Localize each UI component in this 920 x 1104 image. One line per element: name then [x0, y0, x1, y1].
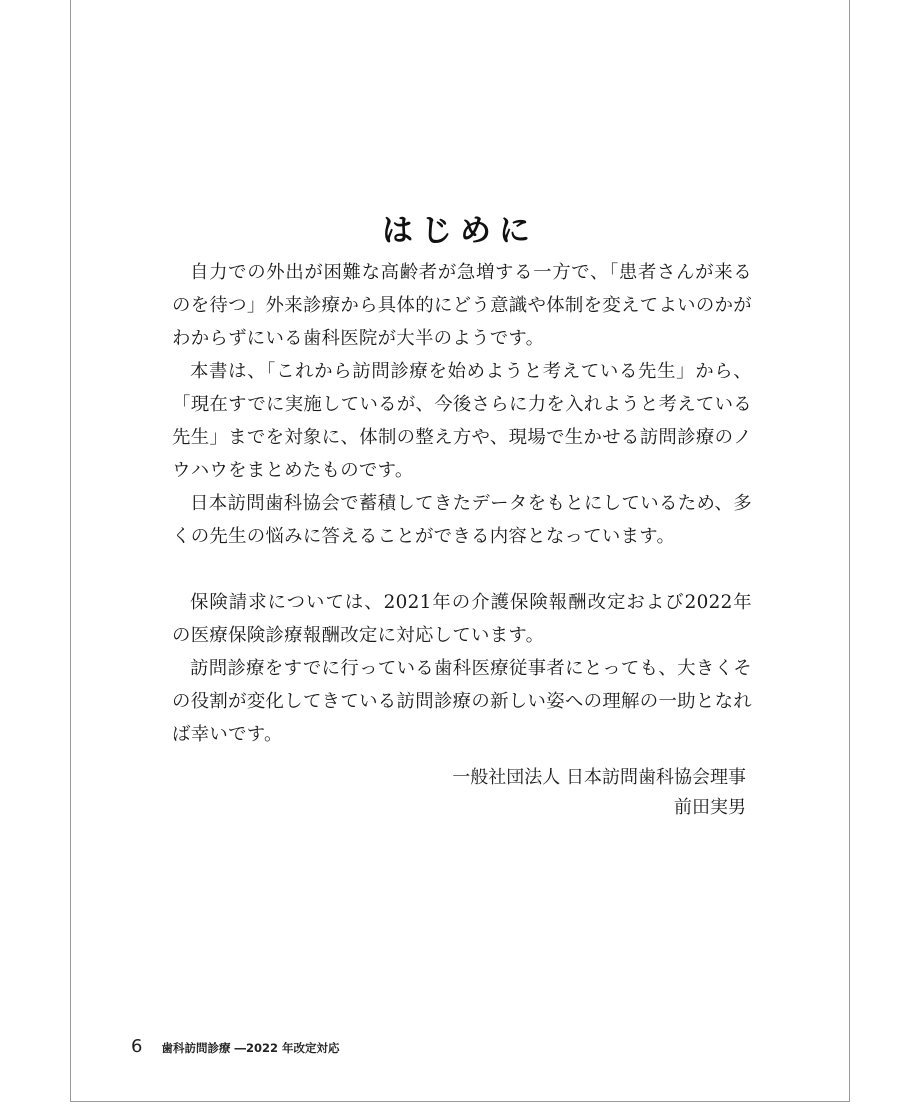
signature-name: 前田実男 [674, 797, 746, 818]
body-text [172, 256, 752, 751]
running-book-title: 歯科訪問診療 ―2022 年改定対応 [161, 1041, 340, 1055]
page-number: 6 [131, 1036, 143, 1057]
paragraph-4: 保険請求については、2021年の介護保険報酬改定および2022年の医療保険診療報酬改定に対応しています。 [172, 592, 752, 646]
paragraph-5: 訪問診療をすでに行っている歯科医療従事者にとっても、大きくその役割が変化してきている訪問診療の新しい姿への理解の一助となれば幸いです。 [172, 658, 752, 745]
paragraph-2: 本書は、「これから訪問診療を始めようと考えている先生」から、「現在すでに実施しているが、今後さらに力を入れようと考えている先生」までを対象に、体制の整え方や、現場で生かせる訪問診療のノウハウをまとめたものです。 [172, 361, 752, 481]
page-title: はじめに [382, 212, 538, 249]
page-footer [131, 1036, 340, 1057]
paragraph-3: 日本訪問歯科協会で蓄積してきたデータをもとにしているため、多くの先生の悩みに答えることができる内容となっています。 [172, 493, 752, 547]
paragraph-1: 自力での外出が困難な高齢者が急増する一方で、「患者さんが来るのを待つ」外来診療から具体的にどう意識や体制を変えてよいのかがわからずにいる歯科医院が大半のようです。 [172, 262, 752, 349]
signature [452, 763, 746, 823]
signature-organization: 一般社団法人 日本訪問歯科協会理事 [452, 767, 746, 788]
paragraph-gap [172, 553, 752, 586]
